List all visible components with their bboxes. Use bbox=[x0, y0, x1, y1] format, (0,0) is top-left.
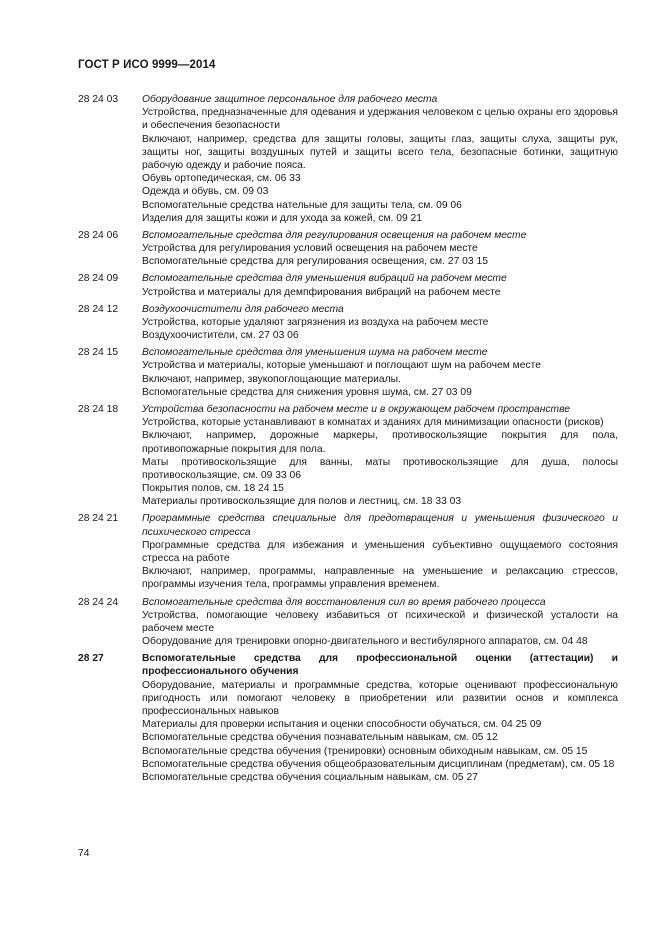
entry-text-line: Включают, например, средства для защиты головы, защиты глаз, защиты слуха, защиты рук, защиты ног, защиты воздушных путей и защиты всего тела, безопасные ботинки, защитную рабочую одежду и рабочие пояса. bbox=[142, 133, 618, 172]
entry-text-line: Воздухоочистители, см. 27 03 06 bbox=[142, 330, 299, 342]
entry-text-line: Оборудование для тренировки опорно-двигательного и вестибулярного аппаратов, см. 04 48 bbox=[142, 636, 588, 648]
entry-text-line: Устройства и материалы, которые уменьшают и поглощают шум на рабочем месте bbox=[142, 360, 541, 372]
classification-entry bbox=[78, 93, 618, 225]
classification-entry bbox=[78, 512, 618, 591]
entry-code: 28 24 12 bbox=[78, 303, 119, 315]
entry-text-line: Включают, например, звукопоглощающие материалы. bbox=[142, 373, 401, 385]
entry-content bbox=[142, 403, 618, 509]
entry-title: Программные средства специальные для предотвращения и уменьшения физического и психического стресса bbox=[142, 513, 618, 538]
entry-text-line: Включают, например, программы, направленные на уменьшение и релаксацию стрессов, программы изучения тела, программы управления временем. bbox=[142, 566, 618, 591]
entry-title: Вспомогательные средства для восстановления сил во время рабочего процесса bbox=[142, 596, 546, 608]
page-number: 74 bbox=[78, 848, 90, 859]
classification-entry bbox=[78, 652, 618, 784]
entry-code: 28 24 18 bbox=[78, 403, 119, 415]
entry-title: Вспомогательные средства для регулирования освещения на рабочем месте bbox=[142, 229, 527, 241]
entry-code: 28 24 06 bbox=[78, 229, 119, 241]
entry-text-line: Устройства для регулирования условий освещения на рабочем месте bbox=[142, 243, 478, 255]
entry-text-line: Маты противоскользящие для ванны, маты противоскользящие для душа, полосы противоскользящие, см. 09 33 06 bbox=[142, 456, 618, 481]
entry-text-line: Вспомогательные средства обучения общеобразовательным дисциплинам (предметам), см. 05 18 bbox=[142, 758, 615, 770]
entry-code: 28 24 03 bbox=[78, 94, 119, 105]
classification-entry bbox=[78, 596, 618, 649]
classification-list bbox=[78, 93, 618, 788]
entry-content bbox=[142, 229, 618, 269]
classification-entry bbox=[78, 403, 618, 509]
entry-text-line: Устройства, которые устанавливают в комнатах и зданиях для минимизации опасности (рисков) bbox=[142, 417, 604, 429]
entry-text-line: Изделия для защиты кожи и для ухода за кожей, см. 09 21 bbox=[142, 212, 423, 224]
entry-text-line: Материалы противоскользящие для полов и лестниц, см. 18 33 03 bbox=[142, 496, 462, 508]
entry-content bbox=[142, 303, 618, 343]
entry-content bbox=[142, 512, 618, 591]
entry-code: 28 24 15 bbox=[78, 347, 119, 359]
classification-entry bbox=[78, 346, 618, 399]
entry-code: 28 27 bbox=[78, 653, 104, 665]
document-header: ГОСТ Р ИСО 9999—2014 bbox=[78, 59, 216, 71]
entry-text-line: Устройства, предназначенные для одевания и удержания человеком с целью охраны его здоровья и обеспечения безопасности bbox=[142, 107, 618, 132]
classification-entry bbox=[78, 229, 618, 269]
entry-text-line: Оборудование, материалы и программные средства, которые оценивают профессиональную пригодность или помогают человеку в приобретении или развитии основ и комплекса профессиональных навыков bbox=[142, 679, 618, 718]
entry-content bbox=[142, 93, 618, 225]
entry-text-line: Вспомогательные средства для регулирования освещения, см. 27 03 15 bbox=[142, 256, 488, 268]
entry-text-line: Одежда и обувь, см. 09 03 bbox=[142, 186, 269, 198]
entry-content bbox=[142, 596, 618, 649]
entry-text-line: Вспомогательные средства обучения познавательным навыкам, см. 05 12 bbox=[142, 732, 498, 744]
entry-title: Вспомогательные средства для уменьшения вибраций на рабочем месте bbox=[142, 273, 507, 285]
entry-text-line: Вспомогательные средства для снижения уровня шума, см. 27 03 09 bbox=[142, 386, 472, 398]
entry-code: 28 24 09 bbox=[78, 273, 119, 285]
entry-text-line: Устройства и материалы для демпфирования вибраций на рабочем месте bbox=[142, 286, 501, 298]
entry-content bbox=[142, 652, 618, 784]
entry-text-line: Программные средства для избежания и уменьшения субъективно ощущаемого состояния стресса на работе bbox=[142, 539, 618, 565]
entry-text-line: Устройства, которые удаляют загрязнения из воздуха на рабочем месте bbox=[142, 316, 489, 328]
entry-text-line: Устройства, помогающие человеку избавиться от психической и физической усталости на рабочем месте bbox=[142, 609, 618, 634]
classification-entry bbox=[78, 272, 618, 298]
entry-text-line: Покрытия полов, см. 18 24 15 bbox=[142, 483, 284, 495]
entry-code: 28 24 24 bbox=[78, 596, 119, 608]
entry-text-line: Вспомогательные средства обучения социальным навыкам, см. 05 27 bbox=[142, 772, 478, 784]
entry-content bbox=[142, 272, 618, 298]
entry-code: 28 24 21 bbox=[78, 513, 119, 525]
entry-title: Воздухоочистители для рабочего места bbox=[142, 303, 344, 315]
entry-text-line: Материалы для проверки испытания и оценки способности обучаться, см. 04 25 09 bbox=[142, 719, 542, 731]
entry-title: Вспомогательные средства для профессиональной оценки (аттестации) и профессионального обучения bbox=[142, 653, 618, 678]
classification-entry bbox=[78, 303, 618, 343]
entry-title: Вспомогательные средства для уменьшения шума на рабочем месте bbox=[142, 347, 488, 359]
entry-title: Оборудование защитное персональное для рабочего места bbox=[142, 94, 438, 105]
entry-text-line: Обувь ортопедическая, см. 06 33 bbox=[142, 173, 301, 185]
entry-title: Устройства безопасности на рабочем месте и в окружающем рабочем пространстве bbox=[142, 403, 570, 415]
entry-text-line: Вспомогательные средства обучения (тренировки) основным обиходным навыкам, см. 05 15 bbox=[142, 745, 588, 757]
entry-text-line: Вспомогательные средства нательные для защиты тела, см. 09 06 bbox=[142, 199, 462, 211]
entry-text-line: Включают, например, дорожные маркеры, противоскользящие покрытия для пола, противопожарные покрытия для пола. bbox=[142, 430, 618, 455]
entry-content bbox=[142, 346, 618, 399]
